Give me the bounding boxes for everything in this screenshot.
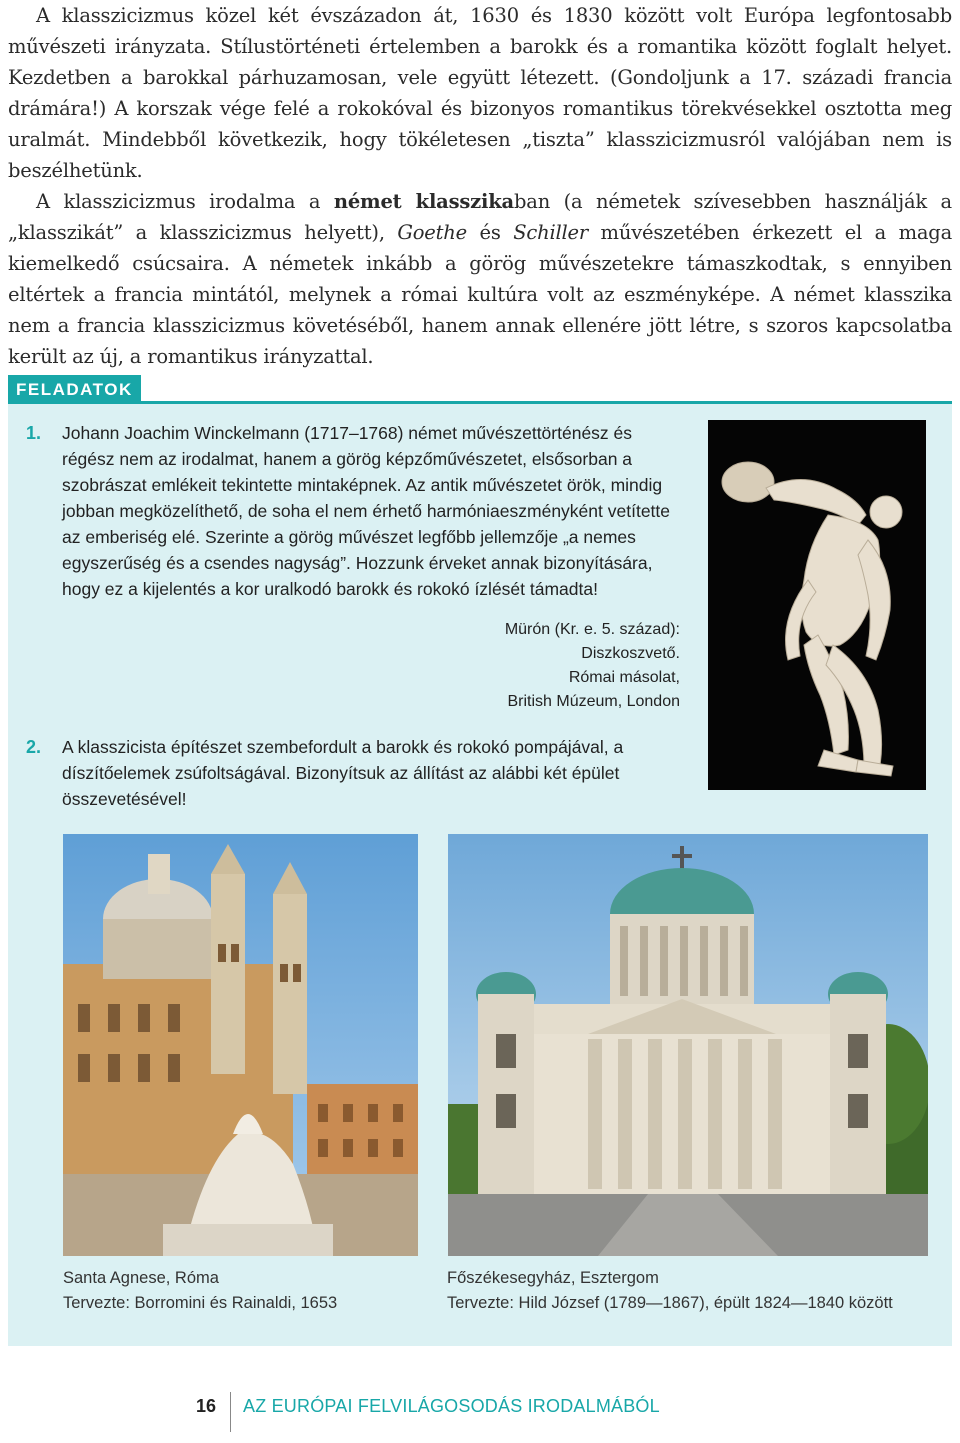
- section-label: FELADATOK: [8, 375, 141, 404]
- intro-paragraph-2: [8, 186, 952, 372]
- intro-paragraph-1: A klasszicizmus közel két évszázadon át, 1630 és 1830 között volt Európa legfontosabb művészeti irányzata. Stílustörténeti értelemben a barokk és a romantika között foglalt helyet. Kezdetben a barokkal párhuzamosan, vele együtt létezett. (Gondoljunk a 17. századi francia drámára!) A korszak vége felé a rokokóval és bizonyos romantikus törekvésekkel osztotta meg uralmát. Mindebből következik, hogy tökéletesen „tiszta” klasszicizmusról valójában nem is beszélhetünk.: [8, 4, 952, 182]
- santa-agnese-caption: [63, 1266, 337, 1316]
- page-footer: [0, 1392, 960, 1432]
- statue-caption-line: Mürón (Kr. e. 5. század):: [504, 621, 680, 638]
- task-1-number: 1.: [26, 423, 42, 443]
- p2-text-d: művészetében érkezett el a maga kiemelkedő csúcsaira. A németek inkább a görög művészetekre támaszkodtak, s ennyiben eltértek a francia mintától, melynek a római kultúra volt az eszményképe. A német klasszika nem a francia klasszicizmus követéséből, hanem annak ellenére jött létre, s szoros kapcsolatba került az új, a romantikus irányzattal.: [8, 221, 953, 368]
- caption-line: Santa Agnese, Róma: [63, 1269, 219, 1287]
- task-2-text: A klasszicista építészet szembefordult a barokk és rokokó pompájával, a díszítőelemek zsúfoltságával. Bizonyítsuk az állítást az alábbi két épület összevetésével!: [62, 737, 624, 809]
- tasks-panel: [8, 404, 952, 1346]
- p2-text-a: A klasszicizmus irodalma a: [36, 190, 334, 213]
- chapter-title: AZ EURÓPAI FELVILÁGOSODÁS IRODALMÁBÓL: [243, 1396, 660, 1416]
- esztergom-basilica-photo: [448, 834, 928, 1256]
- caption-line: Főszékesegyház, Esztergom: [447, 1269, 659, 1287]
- caption-line: Tervezte: Hild József (1789—1867), épült 1824—1840 között: [447, 1294, 893, 1312]
- page-number: 16: [195, 1396, 216, 1416]
- p2-text-b: ban (a németek szívesebben használják a „klasszikát” a klasszicizmus helyett),: [8, 190, 952, 244]
- p2-goethe: Goethe: [397, 221, 467, 244]
- feladatok-header: [8, 375, 952, 404]
- statue-caption-line: Római másolat,: [568, 669, 680, 686]
- task-1-text: Johann Joachim Winckelmann (1717–1768) német művészettörténész és régész nem az irodalmat, hanem a görög képzőművészetet, elsősorban a szobrászat emlékeit tekintette mintaképnek. Az antik művészetet örök, mindig jobban megközelíthető, de soha el nem érhető harmóniaeszményként vetítette az emberiség elé. Szerinte a görög művészet legfőbb jellemzője „a nemes egyszerűség és a csendes nagyság”. Hozzunk érveket annak bizonyítására, hogy ez a kijelentés a kor uralkodó barokk és rokokó ízlését támadta!: [62, 423, 671, 599]
- esztergom-caption: [447, 1266, 893, 1316]
- footer-divider: [230, 1392, 231, 1432]
- intro-text: [8, 0, 952, 372]
- p2-bold-term: német klasszika: [333, 190, 514, 213]
- statue-caption-line: British Múzeum, London: [507, 693, 680, 710]
- caption-line: Tervezte: Borromini és Rainaldi, 1653: [63, 1294, 338, 1312]
- p2-schiller: Schiller: [513, 221, 589, 244]
- p2-text-c: és: [466, 221, 514, 244]
- santa-agnese-photo: [63, 834, 418, 1256]
- discobolus-image: [708, 420, 926, 790]
- statue-caption-line: Diszkoszvető.: [581, 645, 680, 662]
- task-2-number: 2.: [26, 737, 42, 757]
- statue-caption: [438, 618, 680, 714]
